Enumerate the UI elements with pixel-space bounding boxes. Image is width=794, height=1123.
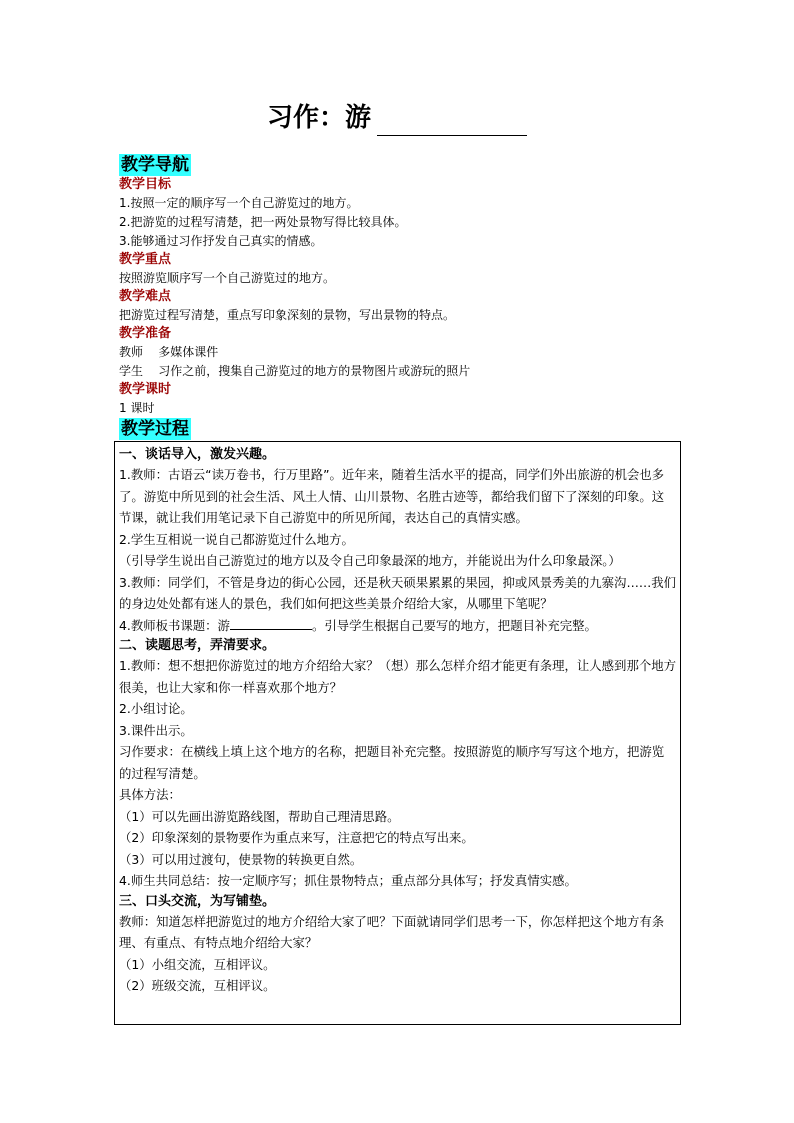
paragraph: 教师：知道怎样把游览过的地方介绍给大家了吧？下面就请同学们思考一下，你怎样把这个地方有条理、有重点、有特点地介绍给大家？ bbox=[119, 913, 665, 950]
key-text: 按照游览顺序写一个自己游览过的地方。 bbox=[119, 271, 336, 285]
paragraph: 1.教师：古语云“读万卷书，行万里路”。近年来，随着生活水平的提高，同学们外出旅游的机会也多了。游览中所见到的社会生活、风土人情、山川景物、名胜古迹等，都给我们留下了深刻的印象。这节课，就让我们用笔记录下自己游览中的所见所闻，表达自己的真情实感。 bbox=[119, 467, 665, 525]
goal-item: 2.把游览的过程写清楚，把一两处景物写得比较具体。 bbox=[119, 215, 407, 229]
process-box bbox=[114, 441, 681, 1025]
paragraph-text: 。引导学生根据自己要写的地方，把题目补充完整。 bbox=[311, 617, 597, 633]
method-item: （1）小组交流，互相评议。 bbox=[119, 956, 276, 972]
paragraph: 1.教师：想不想把你游览过的地方介绍给大家？（想）那么怎样介绍才能更有条理，让人感到那个地方很美，也让大家和你一样喜欢那个地方？ bbox=[119, 658, 677, 695]
paragraph bbox=[119, 615, 676, 637]
method-item: （1）可以先画出游览路线图，帮助自己理清思路。 bbox=[119, 808, 400, 824]
goals-title: 教学目标 bbox=[119, 177, 172, 192]
guide-heading: 教学导航 bbox=[121, 155, 189, 175]
hours-title: 教学课时 bbox=[119, 382, 172, 397]
goal-item: 3.能够通过习作抒发自己真实的情感。 bbox=[119, 234, 323, 248]
paragraph-text: 4.教师板书课题：游 bbox=[119, 617, 230, 633]
key-title: 教学重点 bbox=[119, 252, 172, 267]
fill-blank-line bbox=[230, 615, 312, 630]
prep-title: 教学准备 bbox=[119, 326, 172, 341]
page-title bbox=[0, 100, 794, 136]
teaching-guide bbox=[119, 154, 639, 418]
paragraph: 4.师生共同总结：按一定顺序写；抓住景物特点；重点部分具体写；抒发真情实感。 bbox=[119, 873, 577, 888]
method-item: （3）可以用过渡句，使景物的转换更自然。 bbox=[119, 851, 363, 867]
paragraph: 3.教师：同学们，不管是身边的街心公园，还是秋天硕果累累的果园，抑或风景秀美的九寨沟……我们的身边处处都有迷人的景色，我们如何把这些美景介绍给大家，从哪里下笔呢？ bbox=[119, 574, 677, 611]
prep-item: 学生 习作之前，搜集自己游览过的地方的景物图片或游玩的照片 bbox=[119, 364, 471, 378]
prep-item: 教师 多媒体课件 bbox=[119, 345, 219, 359]
goal-item: 1.按照一定的顺序写一个自己游览过的地方。 bbox=[119, 196, 359, 210]
process-heading: 教学过程 bbox=[121, 419, 189, 439]
title-text: 习作：游 bbox=[266, 103, 371, 133]
paragraph: （引导学生说出自己游览过的地方以及令自己印象最深的地方，并能说出为什么印象最深。） bbox=[119, 553, 621, 568]
method-item: （2）班级交流，互相评议。 bbox=[119, 978, 276, 993]
paragraph: 具体方法： bbox=[119, 787, 181, 802]
section-title: 三、口头交流，为写铺垫。 bbox=[119, 893, 276, 909]
paragraph: 2.学生互相说一说自己都游览过什么地方。 bbox=[119, 531, 354, 547]
paragraph: 习作要求：在横线上填上这个地方的名称，把题目补充完整。按照游览的顺序写写这个地方，把游览的过程写清楚。 bbox=[119, 744, 665, 781]
method-item: （2）印象深刻的景物要作为重点来写，注意把它的特点写出来。 bbox=[119, 830, 474, 845]
paragraph: 3.课件出示。 bbox=[119, 722, 193, 738]
paragraph: 2.小组讨论。 bbox=[119, 701, 193, 716]
difficulty-title: 教学难点 bbox=[119, 289, 172, 304]
section-title: 二、读题思考，弄清要求。 bbox=[119, 638, 276, 653]
section-title: 一、谈话导入，激发兴趣。 bbox=[119, 447, 276, 462]
difficulty-text: 把游览过程写清楚，重点写印象深刻的景物，写出景物的特点。 bbox=[119, 308, 456, 322]
title-blank-line bbox=[377, 107, 527, 136]
hours-text: 1 课时 bbox=[119, 401, 155, 415]
